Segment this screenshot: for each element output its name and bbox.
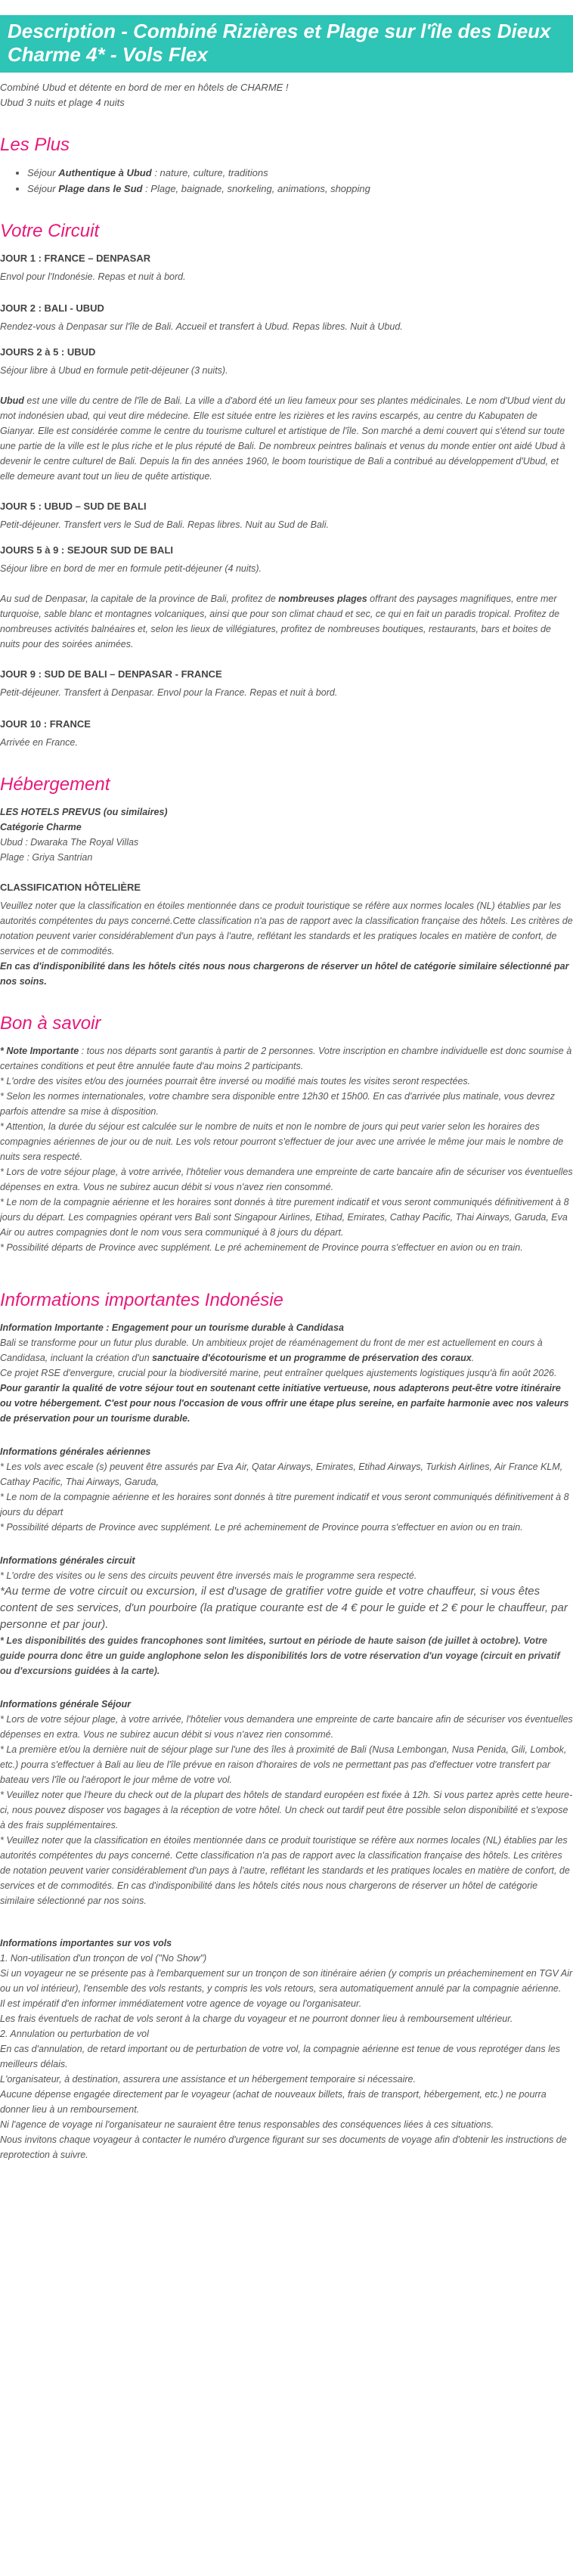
hotels-title: LES HOTELS PREVUS (ou similaires) (0, 807, 168, 817)
classification-note: En cas d'indisponibilité dans les hôtels cités nous nous chargerons de réserver un hôtel de catégorie similaire sélectionné par nos soins. (0, 961, 569, 987)
vols-title: Informations importantes sur vos vols (0, 1938, 172, 1948)
intro-line-1: Combiné Ubud et détente en bord de mer en hôtels de CHARME ! (0, 82, 289, 93)
savoir-note: * Selon les normes internationales, votre chambre sera disponible entre 12h30 et 15h00. En cas d'arrivée plus matinale, vous devrez parfois attendre sa mise à disposition. (0, 1091, 556, 1117)
savoir-note: * Le nom de la compagnie aérienne et les horaires sont donnés à titre purement indicatif et vous seront communiqués définitivement à 8 jours du départ. Les compagnies opérant vers Bali sont Singapour Airlines, Etihad, Emirates, Cathay Pacific, Thai Airways, Garuda, Eva Air ou autres compagnies dont le nom vous sera communiqué à 8 jours du départ. (0, 1197, 569, 1238)
page-title: Description - Combiné Rizières et Plage sur l'île des Dieux Charme 4* - Vols Flex (0, 15, 573, 73)
day10-title: JOUR 10 : FRANCE (0, 718, 91, 730)
vols-line: Si un voyageur ne se présente pas à l'embarquement sur un tronçon de son itinéraire aérien (y compris un préacheminement en TGV Air ou un vol intérieur), l'ensemble des vols restants, y compris les vols retours, sera automatiquement annulé par la compagnie aérienne. (0, 1968, 573, 1994)
heading-hebergement: Hébergement (0, 774, 110, 795)
circuit-info-guides: * Les disponibilités des guides francophones sont limitées, surtout en période de haute saison (de juillet à octobre). Votre guide pourra donc être un guide anglophone selon les disponibilités lors de votre réservation d'un voyage (circuit en privatif ou d'excursions guidées à la carte). (0, 1635, 560, 1676)
savoir-note: * Attention, la durée du séjour est calculée sur le nombre de nuits et non le nombre de jours qui peut varier selon les horaires des compagnies aériennes de jour ou de nuit. Les vols retour pourront s'effectuer de jour avec une arrivée le même jour mais le nombre de nuits sera respecté. (0, 1121, 564, 1162)
day2-title: JOUR 2 : BALI - UBUD (0, 302, 104, 314)
aeriennes-note: * Possibilité départs de Province avec supplément. Le pré acheminement de Province pourra s'effectuer en avion ou en train. (0, 1522, 523, 1533)
aeriennes-note: * Les vols avec escale (s) peuvent être assurés par Eva Air, Qatar Airways, Emirates, Etihad Airways, Turkish Airlines, Air France KLM, Cathay Pacific, Thai Airways, Garuda, (0, 1462, 563, 1487)
vols-line: L'organisateur, à destination, assurera une assistance et un hébergement temporaire si nécessaire. (0, 2074, 416, 2085)
savoir-note: * Possibilité départs de Province avec supplément. Le pré acheminement de Province pourra s'effectuer en avion ou en train. (0, 1242, 523, 1253)
circuit-info-title: Informations générales circuit (0, 1555, 135, 1566)
vols-line: 1. Non-utilisation d'un tronçon de vol ("No Show") (0, 1953, 207, 1964)
sejour-title: Informations générale Séjour (0, 1699, 131, 1710)
vols-line: Aucune dépense engagée directement par le voyageur (achat de nouveaux billets, frais de transport, hébergement, etc.) ne pourra donner lieu à un remboursement. (0, 2089, 547, 2115)
highlight-item: • Séjour Plage dans le Sud : Plage, baignade, snorkeling, animations, shopping (27, 181, 573, 197)
hotel-plage: Plage : Griya Santrian (0, 852, 93, 863)
vols-line: Nous invitons chaque voyageur à contacter le numéro d'urgence figurant sur ses documents de voyage afin d'obtenir les instructions de reprotection à suivre. (0, 2134, 567, 2160)
sejour-note: * Veuillez noter que la classification en étoiles mentionnée dans ce produit touristique se réfère aux normes locales (NL) établies par les autorités compétentes du pays concerné. Cette classification n'a pas de rapport avec la classification française des hôtels. Les critères de notation peuvent varier considérablement d'un pays à l'autre, reflétant les standards et les pratiques locales en matière de confort, de services et de commodités. En cas d'indisponibilité dans les hôtels cités nous nous chargerons de réserver un hôtel de catégorie similaire sélectionné par nos soins. (0, 1835, 570, 1906)
intro (0, 80, 573, 110)
classification-body: Veuillez noter que la classification en étoiles mentionnée dans ce produit touristique se réfère aux normes locales (NL) établies par les autorités compétentes du pays concerné.Cette classification n'a pas de rapport avec la classification française des hôtels. Les critères de notation peuvent varier considérablement d'un pays à l'autre, reflétant les standards et les pratiques locales en matière de confort, de services et de commodités. (0, 901, 573, 956)
vols-line: Ni l'agence de voyage ni l'organisateur ne sauraient être tenus responsables des conséquences liées à ces situations. (0, 2119, 494, 2130)
vols-line: Les frais éventuels de rachat de vols seront à la charge du voyageur et ne pourront donner lieu à remboursement ultérieur. (0, 2013, 513, 2024)
content (0, 80, 573, 2162)
heading-infos: Informations importantes Indonésie (0, 1290, 283, 1310)
engagement-body: Bali se transforme pour un futur plus durable. Un ambitieux projet de réaménagement du front de mer est actuellement en cours à Candidasa, incluant la création d'un sanctuaire d'écotourisme et un programme de préservation des coraux. (0, 1338, 543, 1363)
day10-body: Arrivée en France. (0, 737, 78, 748)
days2-5-body: Séjour libre à Ubud en formule petit-déjeuner (3 nuits). (0, 365, 228, 376)
highlight-item: • Séjour Authentique à Ubud : nature, culture, traditions (27, 165, 573, 181)
classification-title: CLASSIFICATION HÔTELIÈRE (0, 882, 141, 893)
engagement-body-2: Ce projet RSE d'envergure, crucial pour la biodiversité marine, peut entraîner quelques ajustements logistiques jusqu'à fin août 2026. Pour garantir la qualité de votre séjour tout en soutenant cette initiative vertueuse, nous adapterons peut-être votre itinéraire ou votre hébergement. C'est pour nous l'occasion de vous offrir une étape plus sereine, en parfaite harmonie avec nos valeurs de préservation pour un tourisme durable. (0, 1368, 569, 1424)
savoir-note: * Lors de votre séjour plage, à votre arrivée, l'hôtelier vous demandera une empreinte de carte bancaire afin de sécuriser vos éventuelles dépenses en extra. Vous ne subirez aucun débit si vous n'avez rien consommé. (0, 1167, 573, 1192)
day2-body: Rendez-vous à Denpasar sur l'île de Bali. Accueil et transfert à Ubud. Repas libres. Nuit à Ubud. (0, 321, 403, 332)
heading-savoir: Bon à savoir (0, 1013, 101, 1034)
heading-plus: Les Plus (0, 135, 70, 155)
days2-5-title: JOURS 2 à 5 : UBUD (0, 346, 96, 358)
aeriennes-note: * Le nom de la compagnie aérienne et les horaires sont donnés à titre purement indicatif et vous seront communiqués définitivement à 8 jours du départ (0, 1492, 569, 1517)
heading-circuit: Votre Circuit (0, 221, 100, 241)
day9-title: JOUR 9 : SUD DE BALI – DENPASAR - FRANCE (0, 668, 222, 680)
circuit-info-note: * L'ordre des visites ou le sens des circuits peuvent être inversés mais le programme sera respecté. (0, 1570, 417, 1581)
day5-body: Petit-déjeuner. Transfert vers le Sud de Bali. Repas libres. Nuit au Sud de Bali. (0, 519, 329, 530)
savoir-note: * L'ordre des visites et/ou des journées pourrait être inversé ou modifié mais toutes les visites seront respectées. (0, 1076, 471, 1087)
days5-9-title: JOURS 5 à 9 : SEJOUR SUD DE BALI (0, 544, 173, 556)
important-note: * Note Importante : tous nos départs sont garantis à partir de 2 personnes. Votre inscription en chambre individuelle est donc soumise à certaines conditions et peut être annulée faute d'au moins 2 participants. (0, 1046, 572, 1071)
intro-line-2: Ubud 3 nuits et plage 4 nuits (0, 97, 125, 108)
days5-9-body: Séjour libre en bord de mer en formule petit-déjeuner (4 nuits). (0, 563, 262, 574)
sejour-note: * Lors de votre séjour plage, à votre arrivée, l'hôtelier vous demandera une empreinte de carte bancaire afin de sécuriser vos éventuelles dépenses en extra. Vous ne subirez aucun débit si vous n'avez rien consommé. (0, 1714, 573, 1740)
sejour-note: * La première et/ou la dernière nuit de séjour plage sur l'une des îles à proximité de Bali (Nusa Lembongan, Nusa Penida, Gili, Lombok, etc.) pourra s'effectuer à Bali au lieu de l'île prévue en raison d'horaires de vols ne permettant pas pas d'effectuer votre transfert par bateau vers l'île ou l'aéroport le jour même de votre vol. (0, 1744, 567, 1785)
vols-line: Il est impératif d'en informer immédiatement votre agence de voyage ou l'organisateur. (0, 1998, 362, 2009)
vols-line: 2. Annulation ou perturbation de vol (0, 2029, 149, 2039)
engagement-title: Information Importante : Engagement pour un tourisme durable à Candidasa (0, 1322, 344, 1333)
sejour-note: * Veuillez noter que l'heure du check out de la plupart des hôtels de standard européen est fixée à 12h. Si vous partez après cette heure-ci, nous pouvez disposer vos bagages à la réception de votre hôtel. Un check out tardif peut être possible selon disponibilité et s'expose à des frais supplémentaires. (0, 1790, 573, 1830)
day1-title: JOUR 1 : FRANCE – DENPASAR (0, 253, 151, 264)
day5-title: JOUR 5 : UBUD – SUD DE BALI (0, 501, 147, 512)
vols-line: En cas d'annulation, de retard important ou de perturbation de votre vol, la compagnie aérienne est tenue de vous reprotéger dans les meilleurs délais. (0, 2044, 561, 2069)
aeriennes-title: Informations générales aériennes (0, 1446, 151, 1457)
highlights-list (0, 165, 573, 197)
hotel-ubud: Ubud : Dwaraka The Royal Villas (0, 837, 139, 848)
hotels-category: Catégorie Charme (0, 822, 82, 832)
sud-description: Au sud de Denpasar, la capitale de la province de Bali, profitez de nombreuses plages offrant des paysages magnifiques, entre mer turquoise, sable blanc et montagnes volcaniques, ainsi que pour son climat chaud et sec, ce qui en fait un paradis tropical. Profitez de nombreuses activités balnéaires et, selon les lieux de villégiatures, profitez de nombreuses boutiques, restaurants, bars et boites de nuits pour des soirées animées. (0, 594, 560, 649)
day9-body: Petit-déjeuner. Transfert à Denpasar. Envol pour la France. Repas et nuit à bord. (0, 687, 338, 698)
day1-body: Envol pour l'Indonésie. Repas et nuit à bord. (0, 271, 186, 282)
circuit-info-tip: *Au terme de votre circuit ou excursion, il est d'usage de gratifier votre guide et votre chauffeur, si vous êtes content de ses services, d'un pourboire (la pratique courante est de 4 € pour le guide et 2 € pour le chauffeur, par personne et par jour). (0, 1585, 568, 1631)
ubud-description: Ubud est une ville du centre de l'île de Bali. La ville a d'abord été un lieu fameux pour ses plantes médicinales. Le nom d'Ubud vient du mot indonésien ubad, qui veut dire médecine. Elle est située entre les rizières et les ravins escarpés, au centre du Kabupaten de Gianyar. Elle est considérée comme le centre du tourisme culturel et artistique de l'île. Son marché a demi couvert qui s'étend sur toute une partie de la ville est le plus riche et le plus réputé de Bali. De nombreux peintres balinais et venus du monde entier ont aidé Ubud à devenir le centre culturel de Bali. Depuis la fin des années 1960, le boom touristique de Bali a contribué au développement d'Ubud, et elle demeure avant tout un lieu de quête artistique. (0, 395, 565, 482)
